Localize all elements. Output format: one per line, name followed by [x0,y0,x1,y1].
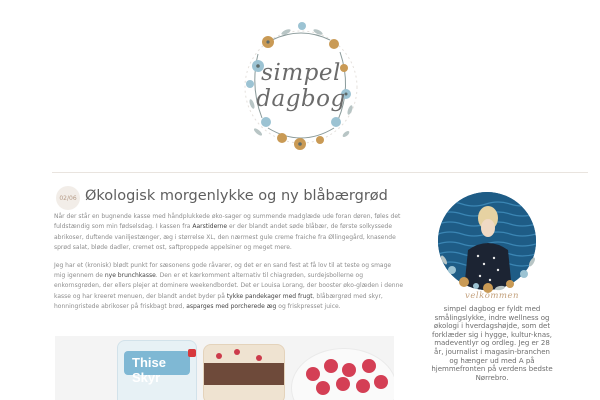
post-text: Jeg har et (kronisk) blødt punkt for sæsonens gode råvarer, og det er en sand fest at få lov til at teste og smage mig igennem de [54,261,392,280]
logo-text-line2: dagbog [256,86,346,112]
post-photo[interactable] [55,336,394,400]
post-text: Når der står en bugnende kasse med håndplukkede øko-sager og summende madglæde ude foran døren, føles det fuldstændig som min fødselsdag. I kassen fra [54,213,401,231]
jar-berry [234,349,240,355]
sidebar-heading: velkommen [465,291,519,301]
brunchkasse-link[interactable]: nye brunchkasse [104,272,156,280]
granola-jar-image [203,344,285,400]
logo-text-line1: simpel [261,60,341,86]
pandekager-link[interactable]: tykke pandekager med frugt [226,292,313,300]
raspberry [362,359,376,373]
post-paragraph [54,261,404,313]
raspberry [306,367,320,381]
raspberry [342,363,356,377]
profile-wreath [434,188,540,294]
blog-logo[interactable] [228,14,374,160]
header-divider [52,172,588,173]
floral-frame-icon [434,188,540,294]
post-text: er der blandt andet søde blåbær, de første solkyssede abrikoser, duftende vaniljestænger, æg i størrelse XL, den nærmest gule creme fraiche fra Øllingegård, knasende sprød salat, bløde dadler, cremet ost, saftproppede appelsiner og meget mere. [54,223,396,252]
skyr-label: Thise Skyr [132,355,166,385]
raspberry [336,377,350,391]
post-title[interactable]: Økologisk morgenlykke og ny blåbærgrød [85,188,388,204]
aarstiderne-link[interactable]: Aarstiderne [192,223,228,231]
post-body [54,212,404,320]
skyr-tub-image [117,340,197,400]
post-text: . Den er et kærkomment alternativ til chiagrøden, surdejsbollerne og enkornsgrøden, der ellers plejer at dominere weekendbordet. Det er Louisa Lorang, der booster øko-glæden i denne kasse og har kreeret menuen, der blandt andet byder på [54,272,404,300]
post-text: og friskpresset juice. [276,303,341,311]
raspberry [356,379,370,393]
jar-band [204,363,284,385]
jar-berry [216,353,222,359]
asparges-link[interactable]: asparges med porcherede æg [186,303,277,311]
post-date-badge: 02/06 [56,186,80,210]
raspberry [324,359,338,373]
jar-berry [256,355,262,361]
raspberry [374,375,388,389]
post-text: , blåbærgrød med skyr, honningristede abrikoser på friskbagt brød, [54,292,383,311]
raspberry [316,381,330,395]
raspberry-bowl-image [291,348,394,400]
post-paragraph [54,212,404,254]
sidebar-about-text: simpel dagbog er fyldt med smålingslykke, indre wellness og økologi i hverdagshøjde, som det forklæder sig i hygge, kultur-knas, madeventlyr og ordleg. Jeg er 28 år, journalist i magasin-branchen og hænger ud med A på hjemmefronten på verdens bedste Nørrebro. [431,305,553,382]
